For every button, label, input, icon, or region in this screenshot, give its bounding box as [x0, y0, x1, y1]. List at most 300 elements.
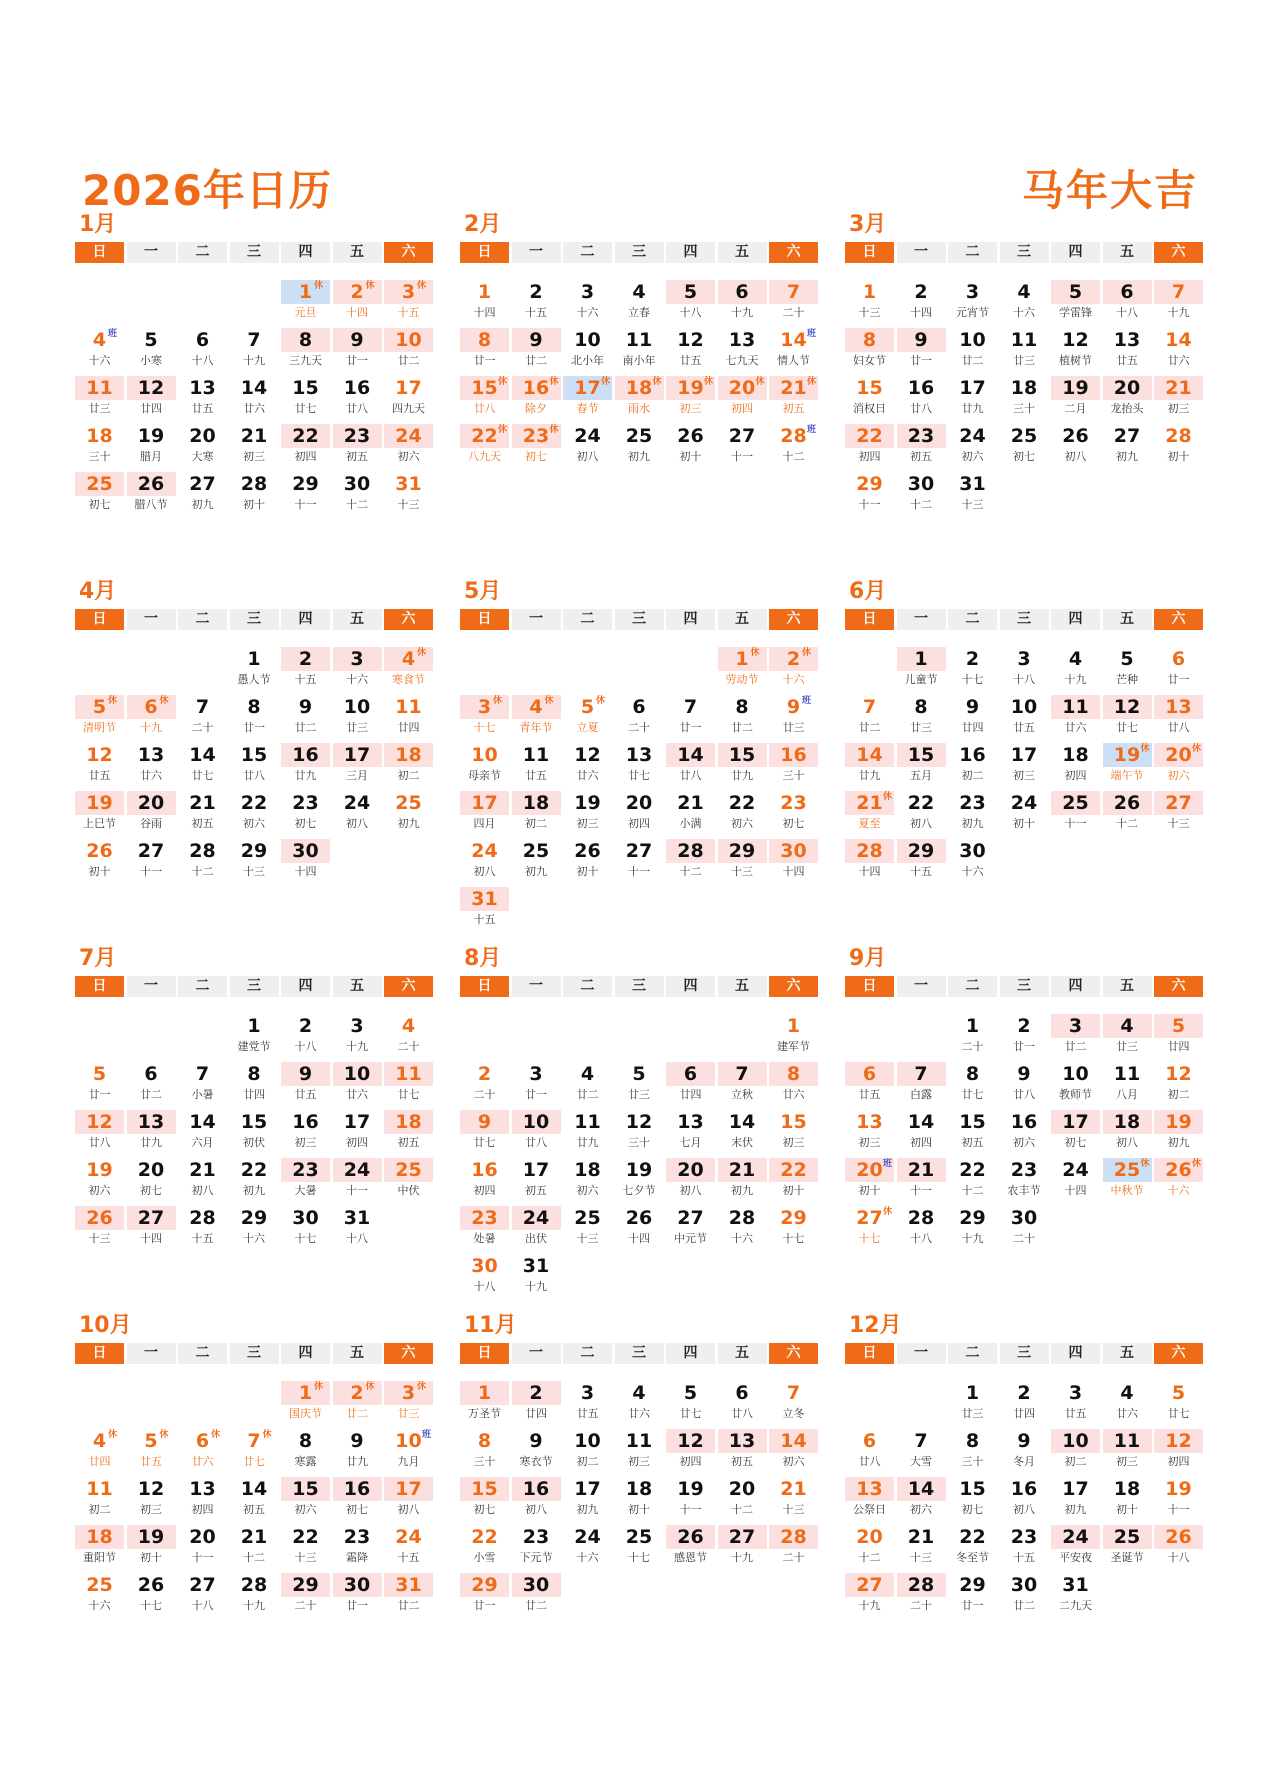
day-cell[interactable] — [1051, 695, 1100, 743]
day-cell[interactable] — [563, 1477, 612, 1525]
day-cell[interactable] — [281, 839, 330, 887]
day-cell[interactable] — [1154, 1014, 1203, 1062]
day-cell[interactable] — [948, 472, 997, 520]
day-cell[interactable] — [512, 1429, 561, 1477]
day-cell[interactable] — [948, 376, 997, 424]
day-cell[interactable] — [75, 1477, 124, 1525]
day-cell[interactable] — [230, 695, 279, 743]
day-cell[interactable] — [897, 376, 946, 424]
day-cell[interactable] — [1000, 1014, 1049, 1062]
day-cell[interactable] — [897, 647, 946, 695]
day-cell[interactable] — [948, 1158, 997, 1206]
day-cell[interactable] — [1051, 1477, 1100, 1525]
day-cell[interactable] — [512, 1254, 561, 1302]
day-cell[interactable] — [1103, 1381, 1152, 1429]
day-cell[interactable] — [948, 1206, 997, 1254]
day-cell[interactable] — [333, 1381, 382, 1429]
day-cell[interactable] — [230, 1477, 279, 1525]
day-cell[interactable] — [1051, 376, 1100, 424]
day-cell[interactable] — [281, 1429, 330, 1477]
day-cell[interactable] — [897, 1206, 946, 1254]
day-cell[interactable] — [75, 376, 124, 424]
day-cell[interactable] — [512, 743, 561, 791]
day-cell[interactable] — [384, 424, 433, 472]
day-cell[interactable] — [1000, 1110, 1049, 1158]
day-cell[interactable] — [563, 1110, 612, 1158]
day-cell[interactable] — [127, 695, 176, 743]
day-cell[interactable] — [512, 1158, 561, 1206]
day-cell[interactable] — [1051, 1110, 1100, 1158]
day-cell[interactable] — [1154, 791, 1203, 839]
day-cell[interactable] — [948, 647, 997, 695]
day-cell[interactable] — [1103, 1110, 1152, 1158]
day-cell[interactable] — [897, 1158, 946, 1206]
day-cell[interactable] — [845, 328, 894, 376]
day-cell[interactable] — [1103, 1429, 1152, 1477]
day-cell[interactable] — [1051, 1573, 1100, 1621]
day-cell[interactable] — [230, 1158, 279, 1206]
day-cell[interactable] — [75, 1525, 124, 1573]
day-cell[interactable] — [1154, 424, 1203, 472]
day-cell[interactable] — [512, 1381, 561, 1429]
day-cell[interactable] — [1000, 424, 1049, 472]
day-cell[interactable] — [512, 1525, 561, 1573]
day-cell[interactable] — [845, 839, 894, 887]
day-cell[interactable] — [178, 1158, 227, 1206]
day-cell[interactable] — [615, 1525, 664, 1573]
day-cell[interactable] — [615, 695, 664, 743]
day-cell[interactable] — [718, 1477, 767, 1525]
day-cell[interactable] — [460, 1254, 509, 1302]
day-cell[interactable] — [1154, 1477, 1203, 1525]
day-cell[interactable] — [845, 1110, 894, 1158]
day-cell[interactable] — [127, 791, 176, 839]
day-cell[interactable] — [178, 328, 227, 376]
day-cell[interactable] — [1103, 1062, 1152, 1110]
day-cell[interactable] — [281, 1206, 330, 1254]
day-cell[interactable] — [384, 1062, 433, 1110]
day-cell[interactable] — [666, 1525, 715, 1573]
day-cell[interactable] — [615, 743, 664, 791]
day-cell[interactable] — [718, 376, 767, 424]
day-cell[interactable] — [563, 1381, 612, 1429]
day-cell[interactable] — [512, 280, 561, 328]
day-cell[interactable] — [281, 743, 330, 791]
day-cell[interactable] — [615, 280, 664, 328]
day-cell[interactable] — [718, 791, 767, 839]
day-cell[interactable] — [230, 647, 279, 695]
day-cell[interactable] — [769, 1062, 818, 1110]
day-cell[interactable] — [178, 743, 227, 791]
day-cell[interactable] — [845, 376, 894, 424]
day-cell[interactable] — [75, 1573, 124, 1621]
day-cell[interactable] — [460, 280, 509, 328]
day-cell[interactable] — [333, 280, 382, 328]
day-cell[interactable] — [948, 839, 997, 887]
day-cell[interactable] — [845, 1525, 894, 1573]
day-cell[interactable] — [615, 1110, 664, 1158]
day-cell[interactable] — [281, 424, 330, 472]
day-cell[interactable] — [769, 839, 818, 887]
day-cell[interactable] — [615, 1381, 664, 1429]
day-cell[interactable] — [460, 328, 509, 376]
day-cell[interactable] — [281, 1573, 330, 1621]
day-cell[interactable] — [615, 1158, 664, 1206]
day-cell[interactable] — [1154, 1110, 1203, 1158]
day-cell[interactable] — [1103, 1158, 1152, 1206]
day-cell[interactable] — [230, 1429, 279, 1477]
day-cell[interactable] — [563, 791, 612, 839]
day-cell[interactable] — [897, 472, 946, 520]
day-cell[interactable] — [769, 1110, 818, 1158]
day-cell[interactable] — [281, 791, 330, 839]
day-cell[interactable] — [615, 1062, 664, 1110]
day-cell[interactable] — [718, 743, 767, 791]
day-cell[interactable] — [845, 1477, 894, 1525]
day-cell[interactable] — [563, 695, 612, 743]
day-cell[interactable] — [897, 1429, 946, 1477]
day-cell[interactable] — [333, 695, 382, 743]
day-cell[interactable] — [384, 695, 433, 743]
day-cell[interactable] — [460, 887, 509, 935]
day-cell[interactable] — [769, 376, 818, 424]
day-cell[interactable] — [666, 1206, 715, 1254]
day-cell[interactable] — [230, 1062, 279, 1110]
day-cell[interactable] — [127, 424, 176, 472]
day-cell[interactable] — [75, 1158, 124, 1206]
day-cell[interactable] — [948, 1062, 997, 1110]
day-cell[interactable] — [127, 1477, 176, 1525]
day-cell[interactable] — [384, 791, 433, 839]
day-cell[interactable] — [615, 376, 664, 424]
day-cell[interactable] — [563, 280, 612, 328]
day-cell[interactable] — [1051, 1525, 1100, 1573]
day-cell[interactable] — [948, 1477, 997, 1525]
day-cell[interactable] — [512, 328, 561, 376]
day-cell[interactable] — [178, 1429, 227, 1477]
day-cell[interactable] — [615, 1429, 664, 1477]
day-cell[interactable] — [384, 1429, 433, 1477]
day-cell[interactable] — [718, 1158, 767, 1206]
day-cell[interactable] — [1000, 280, 1049, 328]
day-cell[interactable] — [512, 1206, 561, 1254]
day-cell[interactable] — [281, 472, 330, 520]
day-cell[interactable] — [460, 1525, 509, 1573]
day-cell[interactable] — [563, 328, 612, 376]
day-cell[interactable] — [75, 743, 124, 791]
day-cell[interactable] — [1000, 1158, 1049, 1206]
day-cell[interactable] — [178, 791, 227, 839]
day-cell[interactable] — [948, 791, 997, 839]
day-cell[interactable] — [769, 791, 818, 839]
day-cell[interactable] — [512, 376, 561, 424]
day-cell[interactable] — [333, 1525, 382, 1573]
day-cell[interactable] — [127, 1429, 176, 1477]
day-cell[interactable] — [769, 1206, 818, 1254]
day-cell[interactable] — [75, 791, 124, 839]
day-cell[interactable] — [512, 839, 561, 887]
day-cell[interactable] — [384, 1158, 433, 1206]
day-cell[interactable] — [230, 791, 279, 839]
day-cell[interactable] — [281, 280, 330, 328]
day-cell[interactable] — [666, 328, 715, 376]
day-cell[interactable] — [897, 328, 946, 376]
day-cell[interactable] — [1051, 424, 1100, 472]
day-cell[interactable] — [769, 1477, 818, 1525]
day-cell[interactable] — [460, 1206, 509, 1254]
day-cell[interactable] — [769, 1525, 818, 1573]
day-cell[interactable] — [127, 1110, 176, 1158]
day-cell[interactable] — [666, 839, 715, 887]
day-cell[interactable] — [75, 328, 124, 376]
day-cell[interactable] — [460, 839, 509, 887]
day-cell[interactable] — [460, 695, 509, 743]
day-cell[interactable] — [178, 695, 227, 743]
day-cell[interactable] — [615, 1477, 664, 1525]
day-cell[interactable] — [75, 1206, 124, 1254]
day-cell[interactable] — [333, 1573, 382, 1621]
day-cell[interactable] — [845, 1206, 894, 1254]
day-cell[interactable] — [897, 1525, 946, 1573]
day-cell[interactable] — [460, 1429, 509, 1477]
day-cell[interactable] — [333, 1062, 382, 1110]
day-cell[interactable] — [1103, 647, 1152, 695]
day-cell[interactable] — [845, 695, 894, 743]
day-cell[interactable] — [178, 424, 227, 472]
day-cell[interactable] — [127, 1062, 176, 1110]
day-cell[interactable] — [333, 1206, 382, 1254]
day-cell[interactable] — [948, 1573, 997, 1621]
day-cell[interactable] — [127, 376, 176, 424]
day-cell[interactable] — [384, 472, 433, 520]
day-cell[interactable] — [718, 695, 767, 743]
day-cell[interactable] — [897, 280, 946, 328]
day-cell[interactable] — [178, 1110, 227, 1158]
day-cell[interactable] — [1000, 328, 1049, 376]
day-cell[interactable] — [1000, 376, 1049, 424]
day-cell[interactable] — [563, 1525, 612, 1573]
day-cell[interactable] — [512, 1573, 561, 1621]
day-cell[interactable] — [230, 424, 279, 472]
day-cell[interactable] — [1051, 1429, 1100, 1477]
day-cell[interactable] — [845, 1429, 894, 1477]
day-cell[interactable] — [897, 1110, 946, 1158]
day-cell[interactable] — [948, 743, 997, 791]
day-cell[interactable] — [281, 1381, 330, 1429]
day-cell[interactable] — [666, 1158, 715, 1206]
day-cell[interactable] — [1000, 791, 1049, 839]
day-cell[interactable] — [230, 1014, 279, 1062]
day-cell[interactable] — [512, 1477, 561, 1525]
day-cell[interactable] — [1154, 695, 1203, 743]
day-cell[interactable] — [1051, 1158, 1100, 1206]
day-cell[interactable] — [718, 1525, 767, 1573]
day-cell[interactable] — [512, 1062, 561, 1110]
day-cell[interactable] — [1000, 647, 1049, 695]
day-cell[interactable] — [281, 376, 330, 424]
day-cell[interactable] — [1051, 647, 1100, 695]
day-cell[interactable] — [845, 1062, 894, 1110]
day-cell[interactable] — [1154, 1525, 1203, 1573]
day-cell[interactable] — [281, 328, 330, 376]
day-cell[interactable] — [512, 791, 561, 839]
day-cell[interactable] — [75, 839, 124, 887]
day-cell[interactable] — [1000, 1381, 1049, 1429]
day-cell[interactable] — [615, 424, 664, 472]
day-cell[interactable] — [384, 1573, 433, 1621]
day-cell[interactable] — [127, 1158, 176, 1206]
day-cell[interactable] — [281, 647, 330, 695]
day-cell[interactable] — [230, 839, 279, 887]
day-cell[interactable] — [769, 1014, 818, 1062]
day-cell[interactable] — [460, 1158, 509, 1206]
day-cell[interactable] — [563, 424, 612, 472]
day-cell[interactable] — [1154, 376, 1203, 424]
day-cell[interactable] — [666, 280, 715, 328]
day-cell[interactable] — [666, 1477, 715, 1525]
day-cell[interactable] — [948, 1381, 997, 1429]
day-cell[interactable] — [1051, 328, 1100, 376]
day-cell[interactable] — [460, 743, 509, 791]
day-cell[interactable] — [230, 1110, 279, 1158]
day-cell[interactable] — [718, 280, 767, 328]
day-cell[interactable] — [333, 1429, 382, 1477]
day-cell[interactable] — [384, 1110, 433, 1158]
day-cell[interactable] — [1103, 1525, 1152, 1573]
day-cell[interactable] — [384, 1014, 433, 1062]
day-cell[interactable] — [948, 1014, 997, 1062]
day-cell[interactable] — [769, 1429, 818, 1477]
day-cell[interactable] — [1103, 424, 1152, 472]
day-cell[interactable] — [718, 1381, 767, 1429]
day-cell[interactable] — [563, 376, 612, 424]
day-cell[interactable] — [384, 280, 433, 328]
day-cell[interactable] — [1103, 743, 1152, 791]
day-cell[interactable] — [230, 472, 279, 520]
day-cell[interactable] — [615, 1206, 664, 1254]
day-cell[interactable] — [127, 743, 176, 791]
day-cell[interactable] — [333, 647, 382, 695]
day-cell[interactable] — [563, 743, 612, 791]
day-cell[interactable] — [460, 1110, 509, 1158]
day-cell[interactable] — [230, 743, 279, 791]
day-cell[interactable] — [333, 1158, 382, 1206]
day-cell[interactable] — [75, 695, 124, 743]
day-cell[interactable] — [897, 743, 946, 791]
day-cell[interactable] — [897, 839, 946, 887]
day-cell[interactable] — [178, 1573, 227, 1621]
day-cell[interactable] — [178, 839, 227, 887]
day-cell[interactable] — [769, 424, 818, 472]
day-cell[interactable] — [845, 472, 894, 520]
day-cell[interactable] — [1000, 695, 1049, 743]
day-cell[interactable] — [127, 839, 176, 887]
day-cell[interactable] — [718, 647, 767, 695]
day-cell[interactable] — [769, 695, 818, 743]
day-cell[interactable] — [127, 328, 176, 376]
day-cell[interactable] — [127, 472, 176, 520]
day-cell[interactable] — [512, 424, 561, 472]
day-cell[interactable] — [178, 1477, 227, 1525]
day-cell[interactable] — [1154, 1062, 1203, 1110]
day-cell[interactable] — [563, 1206, 612, 1254]
day-cell[interactable] — [75, 472, 124, 520]
day-cell[interactable] — [666, 1429, 715, 1477]
day-cell[interactable] — [948, 1525, 997, 1573]
day-cell[interactable] — [333, 1477, 382, 1525]
day-cell[interactable] — [948, 280, 997, 328]
day-cell[interactable] — [666, 376, 715, 424]
day-cell[interactable] — [666, 695, 715, 743]
day-cell[interactable] — [1154, 280, 1203, 328]
day-cell[interactable] — [897, 1573, 946, 1621]
day-cell[interactable] — [384, 1525, 433, 1573]
day-cell[interactable] — [666, 424, 715, 472]
day-cell[interactable] — [897, 695, 946, 743]
day-cell[interactable] — [1051, 1381, 1100, 1429]
day-cell[interactable] — [127, 1206, 176, 1254]
day-cell[interactable] — [845, 1573, 894, 1621]
day-cell[interactable] — [769, 1381, 818, 1429]
day-cell[interactable] — [718, 839, 767, 887]
day-cell[interactable] — [897, 1477, 946, 1525]
day-cell[interactable] — [281, 695, 330, 743]
day-cell[interactable] — [384, 1381, 433, 1429]
day-cell[interactable] — [460, 424, 509, 472]
day-cell[interactable] — [75, 1429, 124, 1477]
day-cell[interactable] — [1051, 280, 1100, 328]
day-cell[interactable] — [1051, 743, 1100, 791]
day-cell[interactable] — [1103, 1477, 1152, 1525]
day-cell[interactable] — [230, 376, 279, 424]
day-cell[interactable] — [615, 839, 664, 887]
day-cell[interactable] — [718, 1062, 767, 1110]
day-cell[interactable] — [897, 791, 946, 839]
day-cell[interactable] — [948, 1429, 997, 1477]
day-cell[interactable] — [666, 791, 715, 839]
day-cell[interactable] — [1051, 1014, 1100, 1062]
day-cell[interactable] — [281, 1477, 330, 1525]
day-cell[interactable] — [1000, 1062, 1049, 1110]
day-cell[interactable] — [769, 647, 818, 695]
day-cell[interactable] — [178, 472, 227, 520]
day-cell[interactable] — [1103, 791, 1152, 839]
day-cell[interactable] — [460, 376, 509, 424]
day-cell[interactable] — [718, 1206, 767, 1254]
day-cell[interactable] — [460, 1573, 509, 1621]
day-cell[interactable] — [127, 1525, 176, 1573]
day-cell[interactable] — [512, 695, 561, 743]
day-cell[interactable] — [897, 424, 946, 472]
day-cell[interactable] — [1000, 743, 1049, 791]
day-cell[interactable] — [281, 1158, 330, 1206]
day-cell[interactable] — [948, 424, 997, 472]
day-cell[interactable] — [460, 1062, 509, 1110]
day-cell[interactable] — [384, 1477, 433, 1525]
day-cell[interactable] — [1000, 1573, 1049, 1621]
day-cell[interactable] — [563, 1429, 612, 1477]
day-cell[interactable] — [1051, 791, 1100, 839]
day-cell[interactable] — [230, 328, 279, 376]
day-cell[interactable] — [769, 328, 818, 376]
day-cell[interactable] — [563, 839, 612, 887]
day-cell[interactable] — [1103, 280, 1152, 328]
day-cell[interactable] — [281, 1062, 330, 1110]
day-cell[interactable] — [127, 1573, 176, 1621]
day-cell[interactable] — [948, 1110, 997, 1158]
day-cell[interactable] — [1000, 1206, 1049, 1254]
day-cell[interactable] — [718, 1429, 767, 1477]
